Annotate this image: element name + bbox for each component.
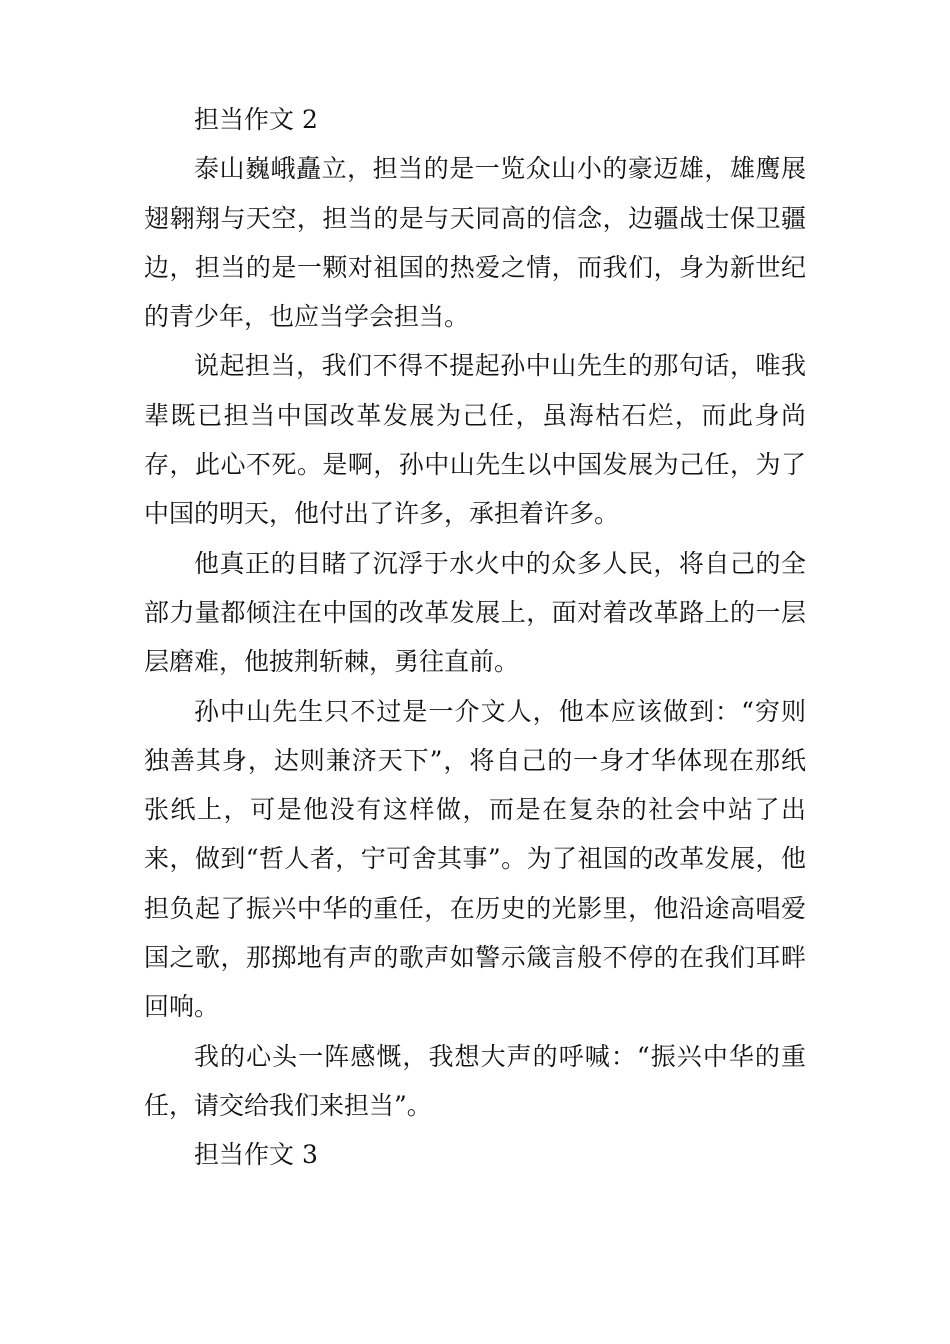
paragraph-5: 我的心头一阵感慨，我想大声的呼喊：“振兴中华的重任，请交给我们来担当”。 [144,1041,806,1120]
paragraph-4: 孙中山先生只不过是一介文人，他本应该做到：“穷则独善其身，达则兼济天下”，将自己的一身才华体现在那纸张纸上，可是他没有这样做，而是在复杂的社会中站了出来，做到“哲人者，宁可舍其事”。为了祖国的改革发展，他担负起了振兴中华的重任，在历史的光影里，他沿途高唱爱国之歌，那掷地有声的歌声如警示箴言般不停的在我们耳畔回响。 [144,696,806,1022]
paragraph-1: 泰山巍峨矗立，担当的是一览众山小的豪迈雄，雄鹰展翅翱翔与天空，担当的是与天同高的信念，边疆战士保卫疆边，担当的是一颗对祖国的热爱之情，而我们，身为新世纪的青少年，也应当学会担当。 [144,154,806,332]
essay-heading-2: 担当作文 2 [194,105,318,134]
document-body [144,95,806,1180]
essay-heading-3: 担当作文 3 [194,1140,318,1170]
paragraph-3: 他真正的目睹了沉浮于水火中的众多人民，将自己的全部力量都倾注在中国的改革发展上，面对着改革路上的一层层磨难，他披荆斩棘，勇往直前。 [144,548,806,677]
paragraph-2: 说起担当，我们不得不提起孙中山先生的那句话，唯我辈既已担当中国改革发展为己任，虽海枯石烂，而此身尚存，此心不死。是啊，孙中山先生以中国发展为己任，为了中国的明天，他付出了许多，承担着许多。 [144,351,806,529]
